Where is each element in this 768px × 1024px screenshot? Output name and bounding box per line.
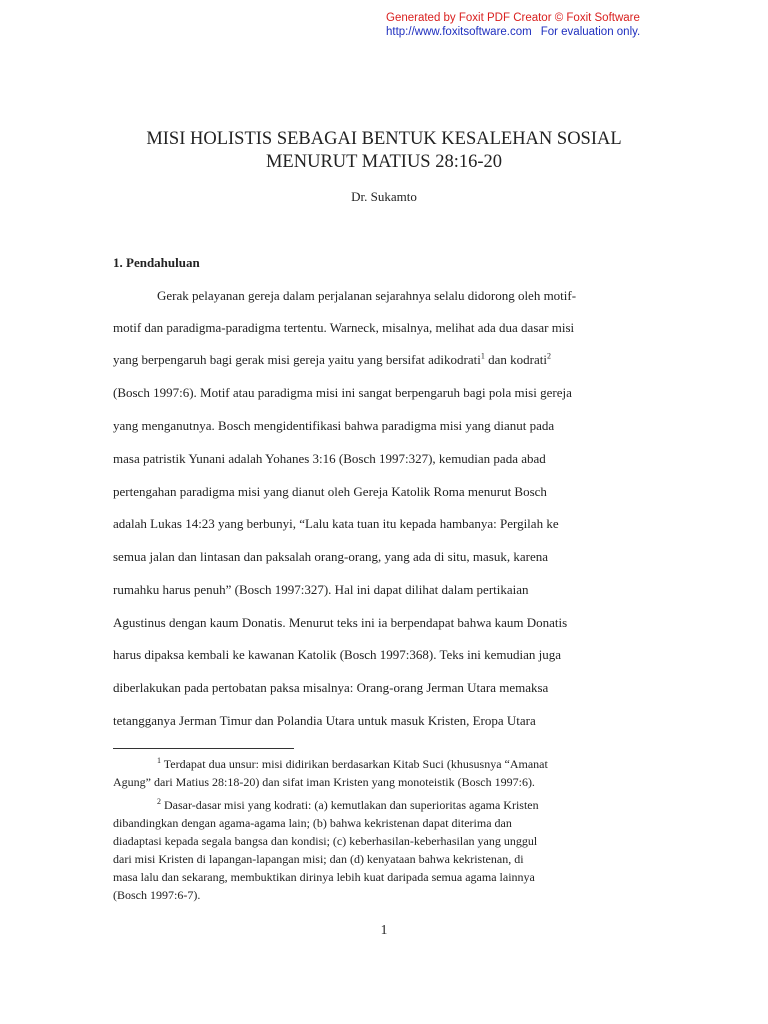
body-line-1: Gerak pelayanan gereja dalam perjalanan sejarahnya selalu didorong oleh motif- <box>157 288 577 303</box>
body-line-3-tail: dan kodrati <box>484 352 547 367</box>
body-line-3-text: yang berpengaruh bagi gerak misi gereja yaitu yang bersifat adikodrati <box>113 352 481 367</box>
body-line-14: tetangganya Jerman Timur dan Polandia Utara untuk masuk Kristen, Eropa Utara <box>113 713 536 728</box>
body-line-8: adalah Lukas 14:23 yang berbunyi, “Lalu kata tuan itu kepada hambanya: Pergilah ke <box>113 516 559 531</box>
footnote-2-line-4: dari misi Kristen di lapangan-lapangan misi; dan (d) kenyataan bahwa kekristenan, di <box>113 852 524 866</box>
body-line-10: rumahku harus penuh” (Bosch 1997:327). Hal ini dapat dilihat dalam pertikaian <box>113 582 529 597</box>
footnote-2-line-6: (Bosch 1997:6-7). <box>113 888 201 902</box>
body-line-4: (Bosch 1997:6). Motif atau paradigma misi ini sangat berpengaruh bagi pola misi gereja <box>113 385 572 400</box>
watermark-line1: Generated by Foxit PDF Creator © Foxit Software <box>386 12 640 24</box>
title-line-2: MENURUT MATIUS 28:16-20 <box>265 152 503 172</box>
footnote-separator <box>113 748 294 749</box>
footnote-1-line-1 <box>157 757 548 772</box>
title-line-1: MISI HOLISTIS SEBAGAI BENTUK KESALEHAN SOSIAL <box>146 129 622 149</box>
footnote-2-line-5: masa lalu dan sekarang, membuktikan dirinya lebih kuat daripada semua agama lainnya <box>113 870 535 884</box>
footnote-1-line-2: Agung” dari Matius 28:18-20) dan sifat iman Kristen yang monoteistik (Bosch 1997:6). <box>113 775 535 789</box>
footnote-2-text: Dasar-dasar misi yang kodrati: (a) kemutlakan dan superioritas agama Kristen <box>161 798 539 812</box>
page-number: 1 <box>380 922 388 937</box>
body-line-11: Agustinus dengan kaum Donatis. Menurut teks ini ia berpendapat bahwa kaum Donatis <box>113 615 568 630</box>
body-line-12: harus dipaksa kembali ke kawanan Katolik (Bosch 1997:368). Teks ini kemudian juga <box>113 647 561 662</box>
footnote-2-line-2: dibandingkan dengan agama-agama lain; (b) bahwa kekristenan dapat diterima dan <box>113 816 512 830</box>
watermark-line2 <box>386 26 640 40</box>
watermark-note: For evaluation only. <box>540 25 641 38</box>
author: Dr. Sukamto <box>351 189 417 204</box>
body-line-13: diberlakukan pada pertobatan paksa misalnya: Orang-orang Jerman Utara memaksa <box>113 680 549 695</box>
footnote-1-mark: 1 <box>157 756 161 765</box>
footnote-2-line-3: diadaptasi kepada segala bangsa dan kondisi; (c) keberhasilan-keberhasilan yang unggul <box>113 834 538 848</box>
footnote-1-text: Terdapat dua unsur: misi didirikan berdasarkan Kitab Suci (khususnya “Amanat <box>161 757 548 771</box>
section-heading: 1. Pendahuluan <box>113 255 200 270</box>
footnote-ref-2: 2 <box>546 351 551 361</box>
footnote-2-mark: 2 <box>157 797 161 806</box>
body-line-3 <box>113 352 551 368</box>
body-line-2: motif dan paradigma-paradigma tertentu. Warneck, misalnya, melihat ada dua dasar misi <box>113 320 575 335</box>
body-line-9: semua jalan dan lintasan dan paksalah orang-orang, yang ada di situ, masuk, karena <box>113 549 548 564</box>
body-line-6: masa patristik Yunani adalah Yohanes 3:16 (Bosch 1997:327), kemudian pada abad <box>113 451 546 466</box>
document-title <box>0 128 768 174</box>
body-line-7: pertengahan paradigma misi yang dianut oleh Gereja Katolik Roma menurut Bosch <box>113 484 547 499</box>
foxit-watermark <box>386 12 640 39</box>
watermark-url: http://www.foxitsoftware.com <box>386 25 532 38</box>
footnote-ref-1: 1 <box>480 351 485 361</box>
footnote-2-line-1 <box>157 798 539 813</box>
body-line-5: yang menganutnya. Bosch mengidentifikasi bahwa paradigma misi yang dianut pada <box>113 418 555 433</box>
